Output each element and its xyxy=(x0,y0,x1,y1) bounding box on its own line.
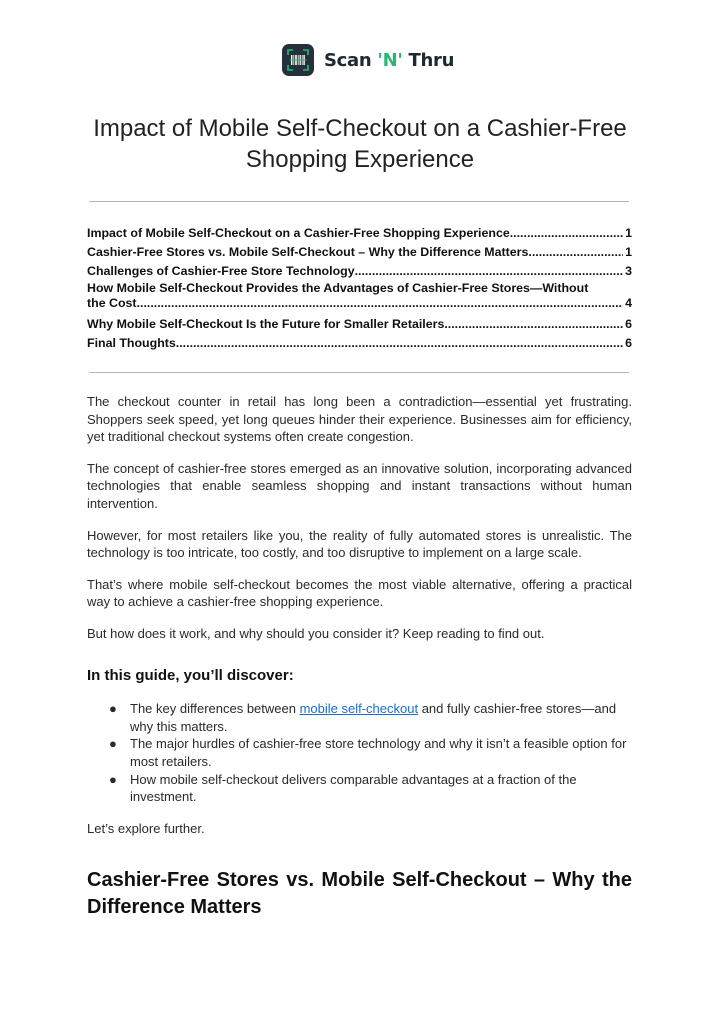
divider xyxy=(89,201,629,202)
paragraph: Let’s explore further. xyxy=(87,820,205,836)
toc-entry[interactable]: Cashier-Free Stores vs. Mobile Self-Checkout – Why the Difference Matters ..... 1 xyxy=(87,241,632,260)
barcode-scanner-icon xyxy=(282,44,314,76)
divider xyxy=(89,372,629,373)
bullet-icon: ● xyxy=(109,701,117,717)
mobile-self-checkout-link[interactable]: mobile self-checkout xyxy=(299,701,419,717)
paragraph: However, for most retailers like you, the reality of fully automated stores is unrealistic. The technology is too intricate, too costly, and too disruptive to implement on a large scale. xyxy=(87,527,632,561)
brand-name: Scan 'N' Thru xyxy=(324,49,455,71)
paragraph: The checkout counter in retail has long been a contradiction—essential yet frustrating. Shoppers seek speed, yet long queues hinder their experience. Businesses aim for efficiency, yet traditional checkout systems often create congestion. xyxy=(87,394,632,445)
paragraph: That’s where mobile self-checkout becomes the most viable alternative, offering a practical way to achieve a cashier-free shopping experience. xyxy=(87,576,632,610)
bullet-icon: ● xyxy=(109,736,117,752)
toc-entry[interactable]: Why Mobile Self-Checkout Is the Future for Smaller Retailers ..... 6 xyxy=(87,313,632,332)
list-item: ● The major hurdles of cashier-free store technology and why it isn’t a feasible option for most retailers. xyxy=(109,736,627,769)
section-heading: Cashier-Free Stores vs. Mobile Self-Checkout – Why the Difference Matters xyxy=(87,869,632,919)
document-title: Impact of Mobile Self-Checkout on a Cashier-Free Shopping Experience xyxy=(93,115,627,173)
guide-list xyxy=(87,700,632,806)
paragraph: But how does it work, and why should you consider it? Keep reading to find out. xyxy=(87,625,545,641)
toc-entry[interactable]: How Mobile Self-Checkout Provides the Advantages of Cashier-Free Stores—Without the Cost ..... 4 xyxy=(87,281,632,310)
toc-entry[interactable]: Impact of Mobile Self-Checkout on a Cashier-Free Shopping Experience ..... 1 xyxy=(87,222,632,241)
table-of-contents xyxy=(87,222,632,351)
toc-entry[interactable]: Challenges of Cashier-Free Store Technology ..... 3 xyxy=(87,260,632,279)
toc-entry[interactable]: Final Thoughts ..... 6 xyxy=(87,332,632,351)
guide-heading: In this guide, you’ll discover: xyxy=(87,666,294,684)
bullet-icon: ● xyxy=(109,771,117,787)
list-item: ● The key differences between mobile self-checkout and fully cashier-free stores—and why this matters. xyxy=(109,701,617,734)
paragraph: The concept of cashier-free stores emerged as an innovative solution, incorporating advanced technologies that enable seamless shopping and instant transactions without human intervention. xyxy=(87,460,632,511)
article-body xyxy=(87,393,632,921)
list-item: ● How mobile self-checkout delivers comparable advantages at a fraction of the investment. xyxy=(109,771,577,805)
brand-logo[interactable] xyxy=(282,44,454,76)
